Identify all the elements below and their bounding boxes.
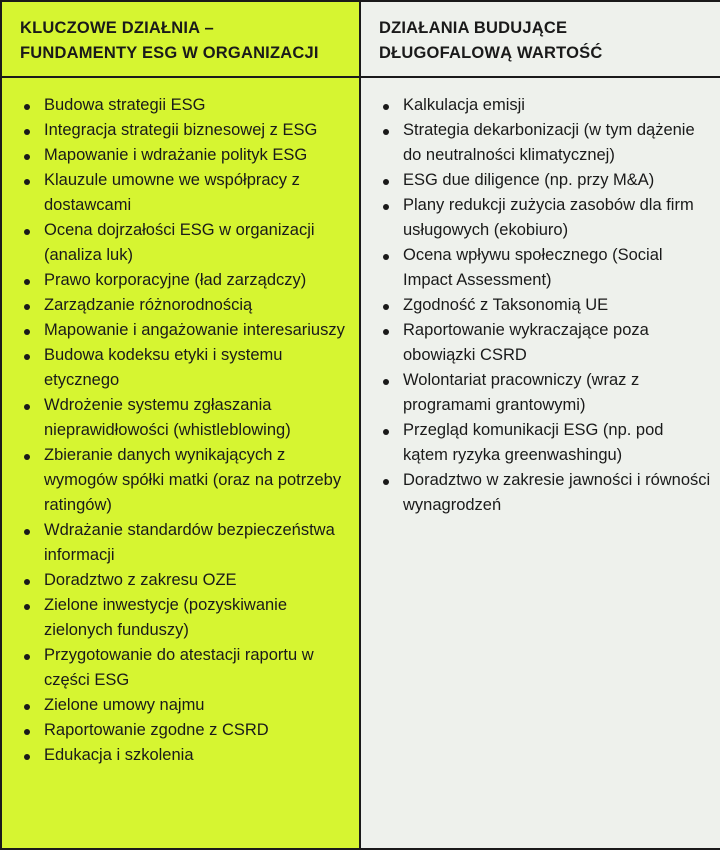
list-item-text: Ocena wpływu społecznego (Social Impact Assessment): [403, 246, 663, 289]
list-item-text: Mapowanie i wdrażanie polityk ESG: [44, 146, 308, 164]
list-item: [380, 193, 712, 243]
list-item-text: Zielone inwestycje (pozyskiwanie zielonych funduszy): [44, 596, 288, 639]
list-item: [21, 168, 349, 218]
list-item-text: Plany redukcji zużycia zasobów dla firm usługowych (ekobiuro): [403, 196, 694, 239]
bullet-icon: [24, 729, 30, 735]
list-item-text: Mapowanie i angażowanie interesariuszy: [44, 321, 345, 339]
list-item: [21, 318, 349, 343]
list-item-text: Wolontariat pracowniczy (wraz z programami grantowymi): [403, 371, 640, 414]
list-item-text: Zarządzanie różnorodnością: [44, 296, 253, 314]
bullet-icon: [24, 304, 30, 310]
right-column-header: [361, 2, 720, 78]
bullet-icon: [383, 329, 389, 335]
bullet-icon: [383, 379, 389, 385]
bullet-icon: [383, 104, 389, 110]
bullet-icon: [24, 154, 30, 160]
list-item: [21, 93, 349, 118]
bullet-icon: [383, 254, 389, 260]
bullet-icon: [24, 704, 30, 710]
bullet-icon: [24, 104, 30, 110]
list-item: [21, 343, 349, 393]
list-item: [380, 93, 712, 118]
left-header-line-1: KLUCZOWE DZIAŁNIA –: [20, 19, 214, 37]
list-item: [21, 218, 349, 268]
right-header-line-2: DŁUGOFALOWĄ WARTOŚĆ: [379, 44, 603, 62]
list-item: [380, 243, 712, 293]
bullet-icon: [383, 304, 389, 310]
list-item: [21, 643, 349, 693]
list-item-text: Integracja strategii biznesowej z ESG: [44, 121, 318, 139]
list-item-text: Strategia dekarbonizacji (w tym dążenie do neutralności klimatycznej): [403, 121, 695, 164]
bullet-icon: [24, 229, 30, 235]
list-item-text: Budowa kodeksu etyki i systemu etycznego: [44, 346, 283, 389]
list-item: [21, 293, 349, 318]
list-item-text: Raportowanie wykraczające poza obowiązki CSRD: [403, 321, 649, 364]
list-item-text: Zielone umowy najmu: [44, 696, 205, 714]
list-item-text: Raportowanie zgodne z CSRD: [44, 721, 269, 739]
left-column-header: [2, 2, 361, 78]
bullet-icon: [24, 529, 30, 535]
list-item: [21, 743, 349, 768]
right-column-body: [361, 78, 720, 848]
list-item-text: Ocena dojrzałości ESG w organizacji (analiza luk): [44, 221, 315, 264]
list-item: [21, 568, 349, 593]
bullet-icon: [383, 429, 389, 435]
list-item: [380, 118, 712, 168]
list-item-text: Wdrożenie systemu zgłaszania nieprawidłowości (whistleblowing): [44, 396, 291, 439]
list-item-text: Przegląd komunikacji ESG (np. pod kątem ryzyka greenwashingu): [403, 421, 664, 464]
list-item: [21, 118, 349, 143]
bullet-icon: [24, 579, 30, 585]
list-item: [380, 293, 712, 318]
bullet-icon: [24, 654, 30, 660]
list-item: [21, 443, 349, 518]
long-term-value-list: [380, 93, 712, 518]
list-item-text: Budowa strategii ESG: [44, 96, 206, 114]
list-item-text: Doradztwo w zakresie jawności i równości wynagrodzeń: [403, 471, 711, 514]
list-item: [21, 718, 349, 743]
list-item-text: Edukacja i szkolenia: [44, 746, 194, 764]
bullet-icon: [383, 479, 389, 485]
list-item-text: Doradztwo z zakresu OZE: [44, 571, 237, 589]
list-item: [21, 593, 349, 643]
list-item: [380, 168, 712, 193]
list-item-text: Wdrażanie standardów bezpieczeństwa informacji: [44, 521, 335, 564]
list-item: [21, 518, 349, 568]
list-item-text: ESG due diligence (np. przy M&A): [403, 171, 655, 189]
left-header-line-2: FUNDAMENTY ESG W ORGANIZACJI: [20, 44, 319, 62]
key-activities-list: [21, 93, 349, 768]
list-item: [380, 468, 712, 518]
bullet-icon: [24, 279, 30, 285]
list-item-text: Zgodność z Taksonomią UE: [403, 296, 609, 314]
list-item: [21, 268, 349, 293]
right-header-line-1: DZIAŁANIA BUDUJĄCE: [379, 19, 568, 37]
list-item-text: Przygotowanie do atestacji raportu w części ESG: [44, 646, 314, 689]
bullet-icon: [383, 129, 389, 135]
bullet-icon: [24, 129, 30, 135]
bullet-icon: [383, 179, 389, 185]
list-item: [380, 368, 712, 418]
bullet-icon: [24, 179, 30, 185]
list-item: [380, 418, 712, 468]
list-item-text: Kalkulacja emisji: [403, 96, 525, 114]
list-item-text: Zbieranie danych wynikających z wymogów spółki matki (oraz na potrzeby ratingów): [44, 446, 342, 514]
bullet-icon: [24, 354, 30, 360]
list-item-text: Klauzule umowne we współpracy z dostawcami: [44, 171, 300, 214]
bullet-icon: [383, 204, 389, 210]
bullet-icon: [24, 329, 30, 335]
list-item: [21, 393, 349, 443]
list-item: [21, 143, 349, 168]
bullet-icon: [24, 404, 30, 410]
list-item-text: Prawo korporacyjne (ład zarządczy): [44, 271, 307, 289]
bullet-icon: [24, 604, 30, 610]
bullet-icon: [24, 754, 30, 760]
bullet-icon: [24, 454, 30, 460]
list-item: [380, 318, 712, 368]
left-column-body: [2, 78, 361, 848]
list-item: [21, 693, 349, 718]
